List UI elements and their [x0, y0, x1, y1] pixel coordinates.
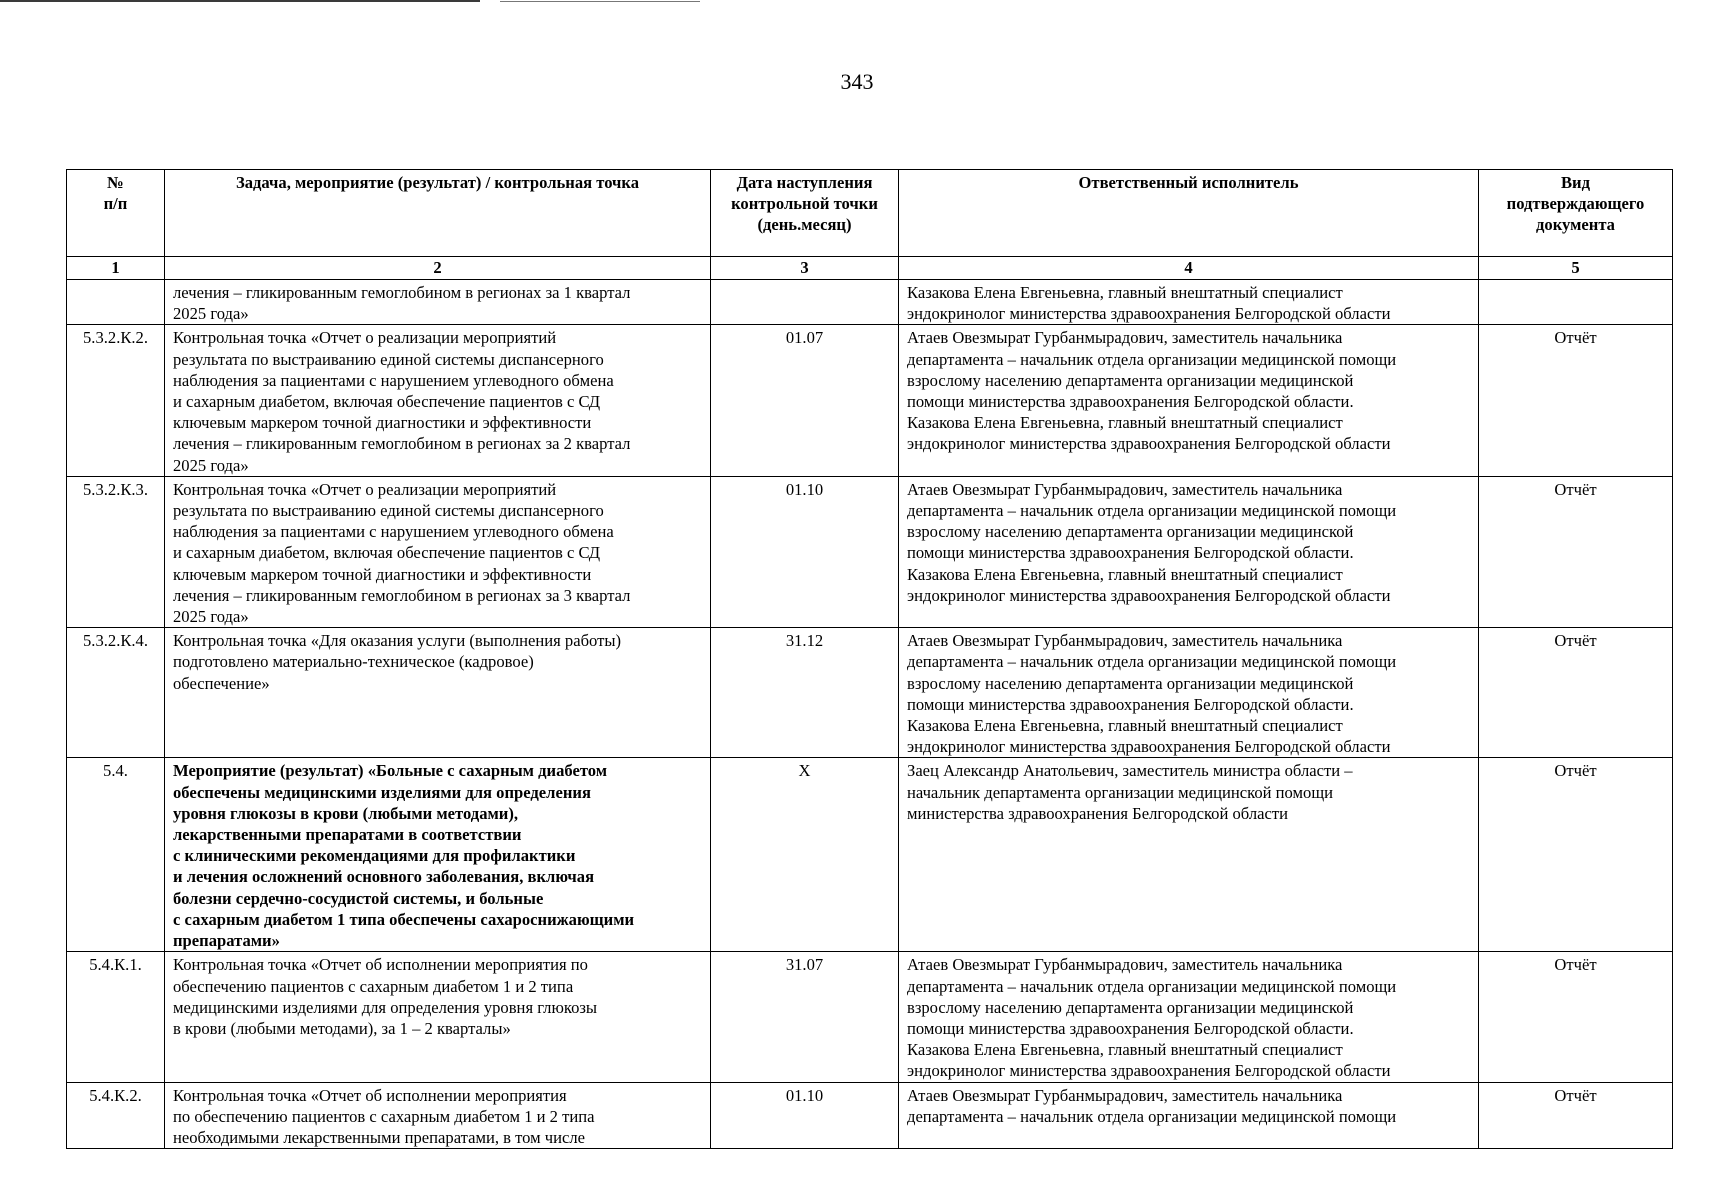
column-number: 2	[165, 257, 711, 280]
row-task: Контрольная точка «Отчет об исполнении мероприятия по обеспечению пациентов с сахарным диабетом 1 и 2 типа необходимыми лекарственными препаратами, в том числе	[165, 1082, 711, 1149]
row-date: 01.10	[711, 1082, 899, 1149]
row-task: Контрольная точка «Отчет о реализации мероприятий результата по выстраиванию единой системы диспансерного наблюдения за пациентами с нарушением углеводного обмена и сахарным диабетом, включая обеспечение пациентов с СД ключевым маркером точной диагностики и эффективности лечения – гликированным гемоглобином в регионах за 2 квартал 2025 года»	[165, 325, 711, 476]
row-executor: Атаев Овезмырат Гурбанмырадович, заместитель начальника департамента – начальник отдела организации медицинской помощи взрослому населению департамента организации медицинской помощи министерства здравоохранения Белгородской области. Казакова Елена Евгеньевна, главный внештатный специалист эндокринолог министерства здравоохранения Белгородской области	[899, 476, 1479, 627]
row-executor: Атаев Овезмырат Гурбанмырадович, заместитель начальника департамента – начальник отдела организации медицинской помощи	[899, 1082, 1479, 1149]
row-document: Отчёт	[1479, 325, 1673, 476]
table-row	[67, 280, 1673, 325]
column-number: 3	[711, 257, 899, 280]
scan-edge-line	[500, 1, 700, 2]
header-task: Задача, мероприятие (результат) / контрольная точка	[165, 170, 711, 257]
row-number: 5.4.К.1.	[67, 952, 165, 1082]
row-task: Контрольная точка «Для оказания услуги (выполнения работы) подготовлено материально-техническое (кадровое) обеспечение»	[165, 628, 711, 758]
row-date: 01.07	[711, 325, 899, 476]
table-row	[67, 1082, 1673, 1149]
header-date: Дата наступления контрольной точки (день.месяц)	[711, 170, 899, 257]
header-number: № п/п	[67, 170, 165, 257]
row-number: 5.3.2.К.4.	[67, 628, 165, 758]
row-number: 5.3.2.К.3.	[67, 476, 165, 627]
row-number: 5.4.К.2.	[67, 1082, 165, 1149]
row-date: 01.10	[711, 476, 899, 627]
row-document: Отчёт	[1479, 758, 1673, 952]
row-date	[711, 280, 899, 325]
row-document: Отчёт	[1479, 628, 1673, 758]
control-points-table	[66, 169, 1673, 1149]
table-row	[67, 758, 1673, 952]
row-document: Отчёт	[1479, 1082, 1673, 1149]
table-row	[67, 952, 1673, 1082]
table-row	[67, 628, 1673, 758]
row-executor: Казакова Елена Евгеньевна, главный внештатный специалист эндокринолог министерства здравоохранения Белгородской области	[899, 280, 1479, 325]
row-document: Отчёт	[1479, 952, 1673, 1082]
row-task: Контрольная точка «Отчет об исполнении мероприятия по обеспечению пациентов с сахарным диабетом 1 и 2 типа медицинскими изделиями для определения уровня глюкозы в крови (любыми методами), за 1 – 2 кварталы»	[165, 952, 711, 1082]
row-executor: Заец Александр Анатольевич, заместитель министра области – начальник департамента организации медицинской помощи министерства здравоохранения Белгородской области	[899, 758, 1479, 952]
row-number	[67, 280, 165, 325]
table-row	[67, 325, 1673, 476]
row-executor: Атаев Овезмырат Гурбанмырадович, заместитель начальника департамента – начальник отдела организации медицинской помощи взрослому населению департамента организации медицинской помощи министерства здравоохранения Белгородской области. Казакова Елена Евгеньевна, главный внештатный специалист эндокринолог министерства здравоохранения Белгородской области	[899, 628, 1479, 758]
header-executor: Ответственный исполнитель	[899, 170, 1479, 257]
table-header-row	[67, 170, 1673, 257]
row-executor: Атаев Овезмырат Гурбанмырадович, заместитель начальника департамента – начальник отдела организации медицинской помощи взрослому населению департамента организации медицинской помощи министерства здравоохранения Белгородской области. Казакова Елена Евгеньевна, главный внештатный специалист эндокринолог министерства здравоохранения Белгородской области	[899, 952, 1479, 1082]
row-number: 5.3.2.К.2.	[67, 325, 165, 476]
row-executor: Атаев Овезмырат Гурбанмырадович, заместитель начальника департамента – начальник отдела организации медицинской помощи взрослому населению департамента организации медицинской помощи министерства здравоохранения Белгородской области. Казакова Елена Евгеньевна, главный внештатный специалист эндокринолог министерства здравоохранения Белгородской области	[899, 325, 1479, 476]
row-document	[1479, 280, 1673, 325]
row-date: 31.07	[711, 952, 899, 1082]
column-number: 1	[67, 257, 165, 280]
row-number: 5.4.	[67, 758, 165, 952]
row-task: Мероприятие (результат) «Больные с сахарным диабетом обеспечены медицинскими изделиями для определения уровня глюкозы в крови (любыми методами), лекарственными препаратами в соответствии с клиническими рекомендациями для профилактики и лечения осложнений основного заболевания, включая болезни сердечно-сосудистой системы, и больные с сахарным диабетом 1 типа обеспечены сахароснижающими препаратами»	[165, 758, 711, 952]
header-document: Вид подтверждающего документа	[1479, 170, 1673, 257]
row-task: Контрольная точка «Отчет о реализации мероприятий результата по выстраиванию единой системы диспансерного наблюдения за пациентами с нарушением углеводного обмена и сахарным диабетом, включая обеспечение пациентов с СД ключевым маркером точной диагностики и эффективности лечения – гликированным гемоглобином в регионах за 3 квартал 2025 года»	[165, 476, 711, 627]
scan-edge-line	[0, 0, 480, 2]
column-number: 4	[899, 257, 1479, 280]
page-number: 343	[840, 69, 874, 94]
table-row	[67, 476, 1673, 627]
column-number: 5	[1479, 257, 1673, 280]
column-numbers-row	[67, 257, 1673, 280]
row-date: 31.12	[711, 628, 899, 758]
row-task: лечения – гликированным гемоглобином в регионах за 1 квартал 2025 года»	[165, 280, 711, 325]
row-date: X	[711, 758, 899, 952]
row-document: Отчёт	[1479, 476, 1673, 627]
